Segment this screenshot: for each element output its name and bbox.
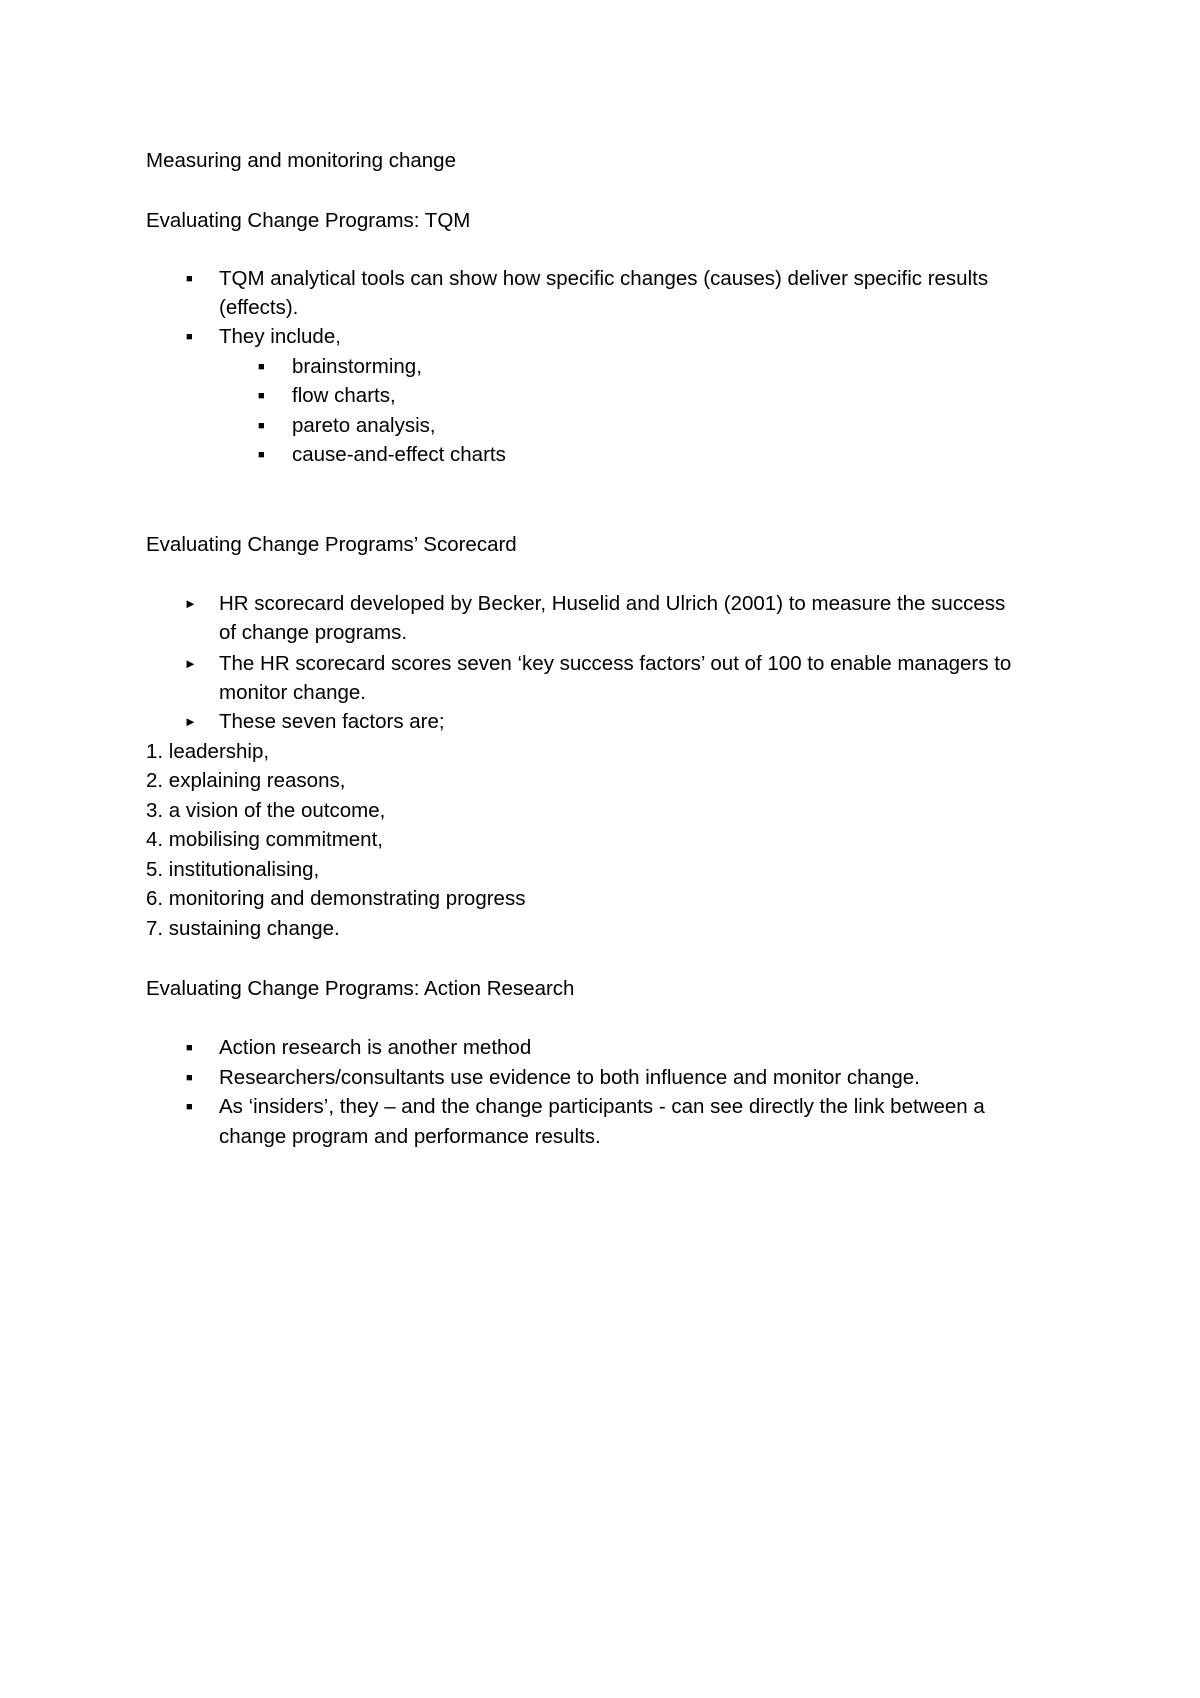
scorecard-bullet-3: These seven factors are; (219, 710, 445, 733)
square-bullet-icon: ■ (258, 390, 265, 402)
tqm-bullet-1-line-1: TQM analytical tools can show how specific changes (causes) deliver specific results (219, 267, 989, 290)
action-bullet-2: Researchers/consultants use evidence to both influence and monitor change. (219, 1066, 920, 1089)
action-bullet-1: Action research is another method (219, 1036, 532, 1059)
section-heading-tqm: Evaluating Change Programs: TQM (146, 209, 471, 232)
scorecard-bullet-2-line-1: The HR scorecard scores seven ‘key success factors’ out of 100 to enable managers to (219, 652, 1012, 675)
factor-item: 3. a vision of the outcome, (146, 799, 386, 822)
tqm-bullet-2: They include, (219, 325, 341, 348)
factor-item: 6. monitoring and demonstrating progress (146, 887, 526, 910)
section-heading-action-research: Evaluating Change Programs: Action Research (146, 977, 575, 1000)
arrow-bullet-icon: ► (184, 596, 197, 611)
factor-item: 2. explaining reasons, (146, 769, 346, 792)
scorecard-bullet-1-line-1: HR scorecard developed by Becker, Huselid and Ulrich (2001) to measure the success (219, 592, 1006, 615)
action-bullet-3-line-2: change program and performance results. (219, 1125, 601, 1148)
scorecard-bullet-2-line-2: monitor change. (219, 681, 367, 704)
factor-item: 5. institutionalising, (146, 858, 320, 881)
square-bullet-icon: ■ (186, 331, 193, 343)
scorecard-bullet-1-line-2: of change programs. (219, 621, 408, 644)
square-bullet-icon: ■ (186, 1101, 193, 1113)
square-bullet-icon: ■ (258, 449, 265, 461)
action-bullet-3-line-1: As ‘insiders’, they – and the change participants - can see directly the link between a (219, 1095, 985, 1118)
square-bullet-icon: ■ (186, 1042, 193, 1054)
arrow-bullet-icon: ► (184, 656, 197, 671)
tqm-sub-item: pareto analysis, (292, 414, 436, 437)
square-bullet-icon: ■ (186, 273, 193, 285)
square-bullet-icon: ■ (258, 420, 265, 432)
document-title: Measuring and monitoring change (146, 149, 456, 172)
tqm-bullet-1-line-2: (effects). (219, 296, 299, 319)
tqm-sub-item: flow charts, (292, 384, 396, 407)
tqm-sub-item: brainstorming, (292, 355, 422, 378)
factor-item: 1. leadership, (146, 740, 270, 763)
square-bullet-icon: ■ (186, 1072, 193, 1084)
square-bullet-icon: ■ (258, 361, 265, 373)
factor-item: 4. mobilising commitment, (146, 828, 383, 851)
factor-item: 7. sustaining change. (146, 917, 340, 940)
tqm-sub-item: cause-and-effect charts (292, 443, 506, 466)
section-heading-scorecard: Evaluating Change Programs’ Scorecard (146, 533, 517, 556)
arrow-bullet-icon: ► (184, 714, 197, 729)
